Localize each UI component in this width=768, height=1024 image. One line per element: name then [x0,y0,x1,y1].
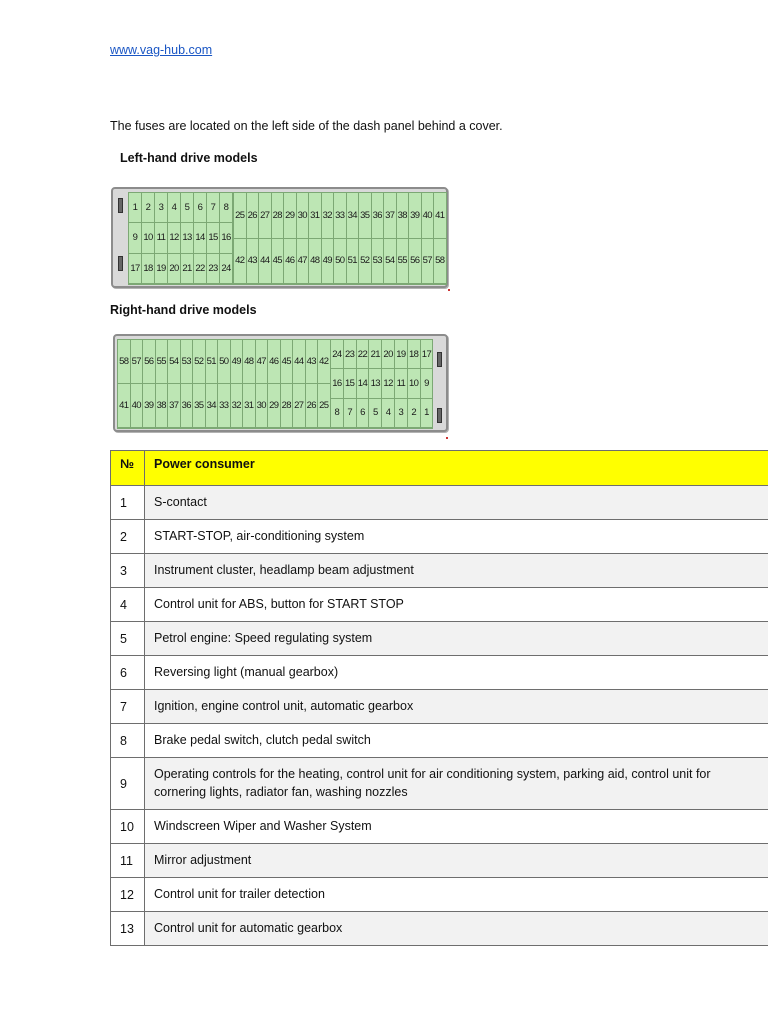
power-consumer-cell: START-STOP, air-conditioning system [145,520,768,554]
fuse-35: 35 [359,193,372,239]
table-row [111,912,768,946]
fuse-32: 32 [322,193,335,239]
fuse-35: 35 [193,384,206,428]
fuse-3: 3 [155,193,168,223]
connector-left-bottom [118,256,123,271]
fuse-24: 24 [220,254,233,284]
fuse-37: 37 [384,193,397,239]
table-row [111,486,768,520]
fuse-19: 19 [395,340,408,369]
fuse-8: 8 [331,399,344,428]
fuse-14: 14 [357,369,370,398]
fuse-46: 46 [284,239,297,285]
fuse-20: 20 [382,340,395,369]
table-row [111,878,768,912]
fuse-42: 42 [234,239,247,285]
fuse-37: 37 [168,384,181,428]
fuse-38: 38 [397,193,410,239]
fuse-6: 6 [357,399,370,428]
fuse-41: 41 [434,193,447,239]
fuse-34: 34 [347,193,360,239]
power-consumer-cell: Mirror adjustment [145,844,768,878]
fuse-29: 29 [268,384,281,428]
fuse-39: 39 [143,384,156,428]
fuse-48: 48 [309,239,322,285]
fuse-2: 2 [408,399,421,428]
fuse-4: 4 [168,193,181,223]
power-consumer-cell: Control unit for trailer detection [145,878,768,912]
fuse-55: 55 [397,239,410,285]
fuse-13: 13 [369,369,382,398]
fuse-18: 18 [142,254,155,284]
fuse-49: 49 [322,239,335,285]
fuse-12: 12 [382,369,395,398]
power-consumer-cell: Brake pedal switch, clutch pedal switch [145,724,768,758]
rhd-small-fuse-block [330,339,433,429]
rhd-heading: Right-hand drive models [110,303,257,317]
fuse-53: 53 [372,239,385,285]
power-consumer-cell: Ignition, engine control unit, automatic gearbox [145,690,768,724]
fuse-27: 27 [293,384,306,428]
fuse-21: 21 [369,340,382,369]
fuse-54: 54 [384,239,397,285]
fuse-number-cell: 3 [111,554,145,588]
fuse-30: 30 [256,384,269,428]
intro-text: The fuses are located on the left side of the dash panel behind a cover. [110,119,503,133]
fuse-29: 29 [284,193,297,239]
fuse-1: 1 [129,193,142,223]
fuse-28: 28 [272,193,285,239]
table-row [111,844,768,878]
fuse-8: 8 [220,193,233,223]
table-row [111,554,768,588]
lhd-fuse-diagram [111,187,448,288]
lhd-small-fuse-block [128,192,233,285]
marker-dot [448,289,450,291]
connector-right-bottom [437,408,442,423]
fuse-31: 31 [243,384,256,428]
fuse-number-cell: 6 [111,656,145,690]
fuse-36: 36 [372,193,385,239]
power-consumer-cell: Operating controls for the heating, control unit for air conditioning system, parking aid, control unit for cornering lights, radiator fan, washing nozzles [145,758,768,810]
fuse-44: 44 [293,340,306,384]
fuse-22: 22 [357,340,370,369]
table-row [111,622,768,656]
fuse-15: 15 [207,223,220,253]
fuse-45: 45 [281,340,294,384]
fuse-42: 42 [318,340,331,384]
lhd-heading: Left-hand drive models [120,151,258,165]
fuse-57: 57 [422,239,435,285]
fuse-17: 17 [421,340,434,369]
table-row [111,588,768,622]
power-consumer-cell: S-contact [145,486,768,520]
fuse-25: 25 [318,384,331,428]
fuse-13: 13 [181,223,194,253]
power-consumer-cell: Control unit for automatic gearbox [145,912,768,946]
column-header-consumer: Power consumer [145,451,768,486]
fuse-5: 5 [181,193,194,223]
site-link[interactable]: www.vag-hub.com [110,43,213,57]
fuse-40: 40 [422,193,435,239]
fuse-14: 14 [194,223,207,253]
fuse-number-cell: 7 [111,690,145,724]
fuse-7: 7 [207,193,220,223]
fuse-24: 24 [331,340,344,369]
fuse-1: 1 [421,399,434,428]
fuse-20: 20 [168,254,181,284]
fuse-27: 27 [259,193,272,239]
fuse-38: 38 [156,384,169,428]
fuse-49: 49 [231,340,244,384]
fuse-19: 19 [155,254,168,284]
column-header-number: № [111,451,145,486]
fuse-52: 52 [359,239,372,285]
fuse-58: 58 [118,340,131,384]
power-consumer-cell: Control unit for ABS, button for START STOP [145,588,768,622]
fuse-10: 10 [142,223,155,253]
table-row [111,724,768,758]
fuse-30: 30 [297,193,310,239]
fuse-56: 56 [409,239,422,285]
fuse-44: 44 [259,239,272,285]
fuse-number-cell: 8 [111,724,145,758]
rhd-fuse-diagram [113,334,448,432]
fuse-11: 11 [155,223,168,253]
fuse-10: 10 [408,369,421,398]
lhd-large-fuse-block [233,192,447,285]
fuse-number-cell: 13 [111,912,145,946]
fuse-21: 21 [181,254,194,284]
fuse-4: 4 [382,399,395,428]
table-row [111,656,768,690]
fuse-number-cell: 12 [111,878,145,912]
power-consumer-cell: Reversing light (manual gearbox) [145,656,768,690]
fuse-31: 31 [309,193,322,239]
fuse-56: 56 [143,340,156,384]
power-consumer-cell: Petrol engine: Speed regulating system [145,622,768,656]
fuse-3: 3 [395,399,408,428]
fuse-11: 11 [395,369,408,398]
fuse-52: 52 [193,340,206,384]
connector-left-top [118,198,123,213]
fuse-number-cell: 2 [111,520,145,554]
table-row [111,758,768,810]
connector-right-top [437,352,442,367]
rhd-large-fuse-block [117,339,330,429]
fuse-number-cell: 9 [111,758,145,810]
fuse-33: 33 [218,384,231,428]
fuse-32: 32 [231,384,244,428]
fuse-number-cell: 11 [111,844,145,878]
fuse-50: 50 [334,239,347,285]
fuse-22: 22 [194,254,207,284]
fuse-48: 48 [243,340,256,384]
fuse-2: 2 [142,193,155,223]
fuse-23: 23 [207,254,220,284]
fuse-6: 6 [194,193,207,223]
fuse-43: 43 [247,239,260,285]
table-row [111,520,768,554]
fuse-number-cell: 10 [111,810,145,844]
fuse-51: 51 [206,340,219,384]
fuse-number-cell: 1 [111,486,145,520]
fuse-28: 28 [281,384,294,428]
fuse-58: 58 [434,239,447,285]
table-header-row [111,451,768,486]
fuse-45: 45 [272,239,285,285]
fuse-33: 33 [334,193,347,239]
power-consumer-cell: Instrument cluster, headlamp beam adjustment [145,554,768,588]
fuse-53: 53 [181,340,194,384]
fuse-26: 26 [306,384,319,428]
fuse-47: 47 [297,239,310,285]
marker-dot [446,437,448,439]
fuse-43: 43 [306,340,319,384]
fuse-40: 40 [131,384,144,428]
fuse-55: 55 [156,340,169,384]
fuse-46: 46 [268,340,281,384]
fuse-25: 25 [234,193,247,239]
fuse-5: 5 [369,399,382,428]
fuse-12: 12 [168,223,181,253]
fuse-15: 15 [344,369,357,398]
fuse-16: 16 [331,369,344,398]
fuse-9: 9 [129,223,142,253]
fuse-number-cell: 5 [111,622,145,656]
fuse-34: 34 [206,384,219,428]
table-row [111,690,768,724]
power-consumer-cell: Windscreen Wiper and Washer System [145,810,768,844]
fuse-16: 16 [220,223,233,253]
fuse-51: 51 [347,239,360,285]
fuse-26: 26 [247,193,260,239]
table-row [111,810,768,844]
fuse-36: 36 [181,384,194,428]
fuse-47: 47 [256,340,269,384]
fuse-54: 54 [168,340,181,384]
fuse-57: 57 [131,340,144,384]
fuse-9: 9 [421,369,434,398]
fuse-table [110,450,768,946]
fuse-50: 50 [218,340,231,384]
fuse-41: 41 [118,384,131,428]
fuse-23: 23 [344,340,357,369]
fuse-17: 17 [129,254,142,284]
fuse-7: 7 [344,399,357,428]
fuse-18: 18 [408,340,421,369]
fuse-39: 39 [409,193,422,239]
fuse-number-cell: 4 [111,588,145,622]
